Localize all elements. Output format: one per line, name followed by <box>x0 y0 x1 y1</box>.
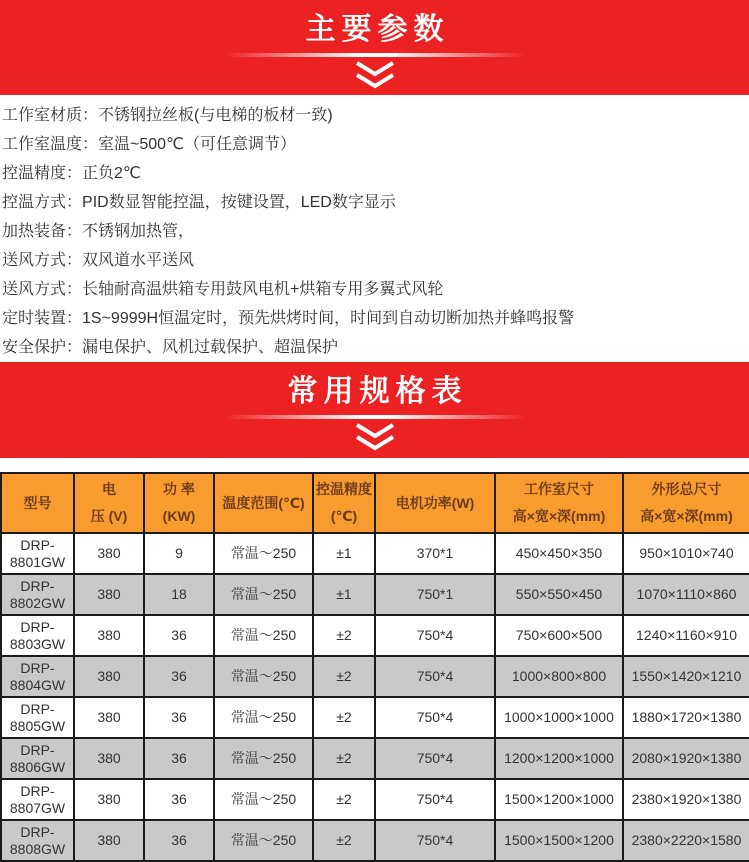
spec-header-cell: 功 率 (KW) <box>144 473 214 533</box>
double-chevron-down-icon <box>352 422 398 452</box>
param-value: 长轴耐高温烘箱专用鼓风电机+烘箱专用多翼式风轮 <box>82 281 444 298</box>
spec-cell: 36 <box>144 779 214 820</box>
spec-cell: DRP-8805GW <box>1 697 74 738</box>
spec-cell: 1000×1000×1000 <box>495 697 623 738</box>
spec-cell: 36 <box>144 697 214 738</box>
spec-cell: 750*4 <box>375 820 495 861</box>
spec-cell: 常温～250 <box>214 615 313 656</box>
spec-cell: 750*4 <box>375 656 495 697</box>
spec-cell: 750×600×500 <box>495 615 623 656</box>
spec-cell: 380 <box>74 656 144 697</box>
spec-cell: 常温～250 <box>214 697 313 738</box>
spec-cell: 9 <box>144 533 214 574</box>
param-label: 工作室温度： <box>2 136 99 153</box>
spec-table-body <box>1 533 749 861</box>
param-row <box>2 101 745 130</box>
spec-row <box>1 574 749 615</box>
spec-cell: 750*4 <box>375 738 495 779</box>
spec-cell: DRP-8806GW <box>1 738 74 779</box>
spec-cell: DRP-8802GW <box>1 574 74 615</box>
param-label: 工作室材质： <box>2 107 99 124</box>
spec-cell: ±2 <box>313 656 375 697</box>
param-value: 不锈钢拉丝板(与电梯的板材一致) <box>98 107 333 124</box>
spec-cell: 380 <box>74 697 144 738</box>
spec-header-cell: 温度范围(℃) <box>214 473 313 533</box>
param-value: 漏电保护、风机过载保护、超温保护 <box>82 339 339 356</box>
param-row <box>2 275 745 304</box>
spec-header-row <box>1 473 749 533</box>
spec-cell: 750*4 <box>375 615 495 656</box>
spec-cell: 380 <box>74 820 144 861</box>
spec-cell: 36 <box>144 820 214 861</box>
param-label: 送风方式： <box>2 281 83 298</box>
spec-header-cell: 电机功率(W) <box>375 473 495 533</box>
param-value: 双风道水平送风 <box>82 252 195 269</box>
param-row <box>2 159 745 188</box>
spec-table-section <box>0 472 749 862</box>
param-value: 正负2℃ <box>82 165 141 182</box>
params-list <box>0 95 749 362</box>
spec-row <box>1 615 749 656</box>
spec-header-cell: 电 压 (V) <box>74 473 144 533</box>
param-row <box>2 304 745 333</box>
spec-cell: 550×550×450 <box>495 574 623 615</box>
spec-cell: 750*4 <box>375 697 495 738</box>
spec-row <box>1 656 749 697</box>
spec-cell: 380 <box>74 615 144 656</box>
spec-cell: 380 <box>74 574 144 615</box>
param-label: 安全保护： <box>2 339 83 356</box>
spec-cell: 1500×1200×1000 <box>495 779 623 820</box>
spec-cell: ±2 <box>313 738 375 779</box>
spec-row <box>1 779 749 820</box>
main-params-banner <box>0 0 749 95</box>
spec-cell: ±2 <box>313 779 375 820</box>
spec-table <box>0 472 749 862</box>
param-label: 定时装置： <box>2 310 83 327</box>
spec-cell: ±1 <box>313 574 375 615</box>
spec-cell: 常温～250 <box>214 738 313 779</box>
spec-header-cell: 控温精度 (℃) <box>313 473 375 533</box>
spec-cell: 36 <box>144 615 214 656</box>
spec-cell: 950×1010×740 <box>623 533 749 574</box>
spec-cell: 常温～250 <box>214 820 313 861</box>
spec-cell: ±2 <box>313 820 375 861</box>
spec-row <box>1 738 749 779</box>
spec-cell: 1070×1110×860 <box>623 574 749 615</box>
param-row <box>2 333 745 362</box>
spec-cell: 750*1 <box>375 574 495 615</box>
spec-cell: DRP-8808GW <box>1 820 74 861</box>
banner-divider-line <box>225 53 525 57</box>
spec-row <box>1 697 749 738</box>
spec-table-head <box>1 473 749 533</box>
param-row <box>2 130 745 159</box>
spec-cell: 450×450×350 <box>495 533 623 574</box>
spec-cell: DRP-8801GW <box>1 533 74 574</box>
spec-header-cell: 型号 <box>1 473 74 533</box>
spec-table-title: 常用规格表 <box>287 375 468 408</box>
spec-cell: ±2 <box>313 697 375 738</box>
spec-cell: 1500×1500×1200 <box>495 820 623 861</box>
spec-cell: 常温～250 <box>214 533 313 574</box>
spec-cell: ±1 <box>313 533 375 574</box>
param-value: 1S~9999H恒温定时，预先烘烤时间，时间到自动切断加热并蜂鸣报警 <box>82 310 575 327</box>
param-label: 控温方式： <box>2 194 83 211</box>
spec-cell: 1200×1200×1000 <box>495 738 623 779</box>
param-row <box>2 246 745 275</box>
spec-cell: 1240×1160×910 <box>623 615 749 656</box>
param-label: 控温精度： <box>2 165 83 182</box>
spec-header-cell: 外形总尺寸 高×宽×深(mm) <box>623 473 749 533</box>
spec-cell: 380 <box>74 779 144 820</box>
spec-cell: 750*4 <box>375 779 495 820</box>
spec-cell: ±2 <box>313 615 375 656</box>
spec-table-banner <box>0 362 749 458</box>
param-label: 加热装备： <box>2 223 83 240</box>
param-row <box>2 217 745 246</box>
banner-divider-line <box>225 415 525 419</box>
double-chevron-down-icon <box>352 60 398 90</box>
param-value: PID数显智能控温，按键设置，LED数字显示 <box>82 194 396 211</box>
spec-cell: 370*1 <box>375 533 495 574</box>
spec-cell: 常温～250 <box>214 574 313 615</box>
spec-cell: 2380×2220×1580 <box>623 820 749 861</box>
spec-cell: DRP-8807GW <box>1 779 74 820</box>
param-value: 室温~500℃（可任意调节） <box>98 136 297 153</box>
spec-cell: 36 <box>144 738 214 779</box>
spec-cell: 常温～250 <box>214 656 313 697</box>
spec-cell: 380 <box>74 533 144 574</box>
spec-cell: 常温～250 <box>214 779 313 820</box>
spec-cell: 1000×800×800 <box>495 656 623 697</box>
spec-cell: 18 <box>144 574 214 615</box>
spec-cell: DRP-8804GW <box>1 656 74 697</box>
spec-row <box>1 533 749 574</box>
param-label: 送风方式： <box>2 252 83 269</box>
spec-cell: 36 <box>144 656 214 697</box>
spec-cell: 2080×1920×1380 <box>623 738 749 779</box>
param-row <box>2 188 745 217</box>
spec-header-cell: 工作室尺寸 高×宽×深(mm) <box>495 473 623 533</box>
spec-cell: 380 <box>74 738 144 779</box>
param-value: 不锈钢加热管， <box>82 223 195 240</box>
main-params-title: 主要参数 <box>305 13 450 46</box>
spec-cell: 2380×1920×1380 <box>623 779 749 820</box>
spec-cell: DRP-8803GW <box>1 615 74 656</box>
spec-cell: 1550×1420×1210 <box>623 656 749 697</box>
spec-cell: 1880×1720×1380 <box>623 697 749 738</box>
